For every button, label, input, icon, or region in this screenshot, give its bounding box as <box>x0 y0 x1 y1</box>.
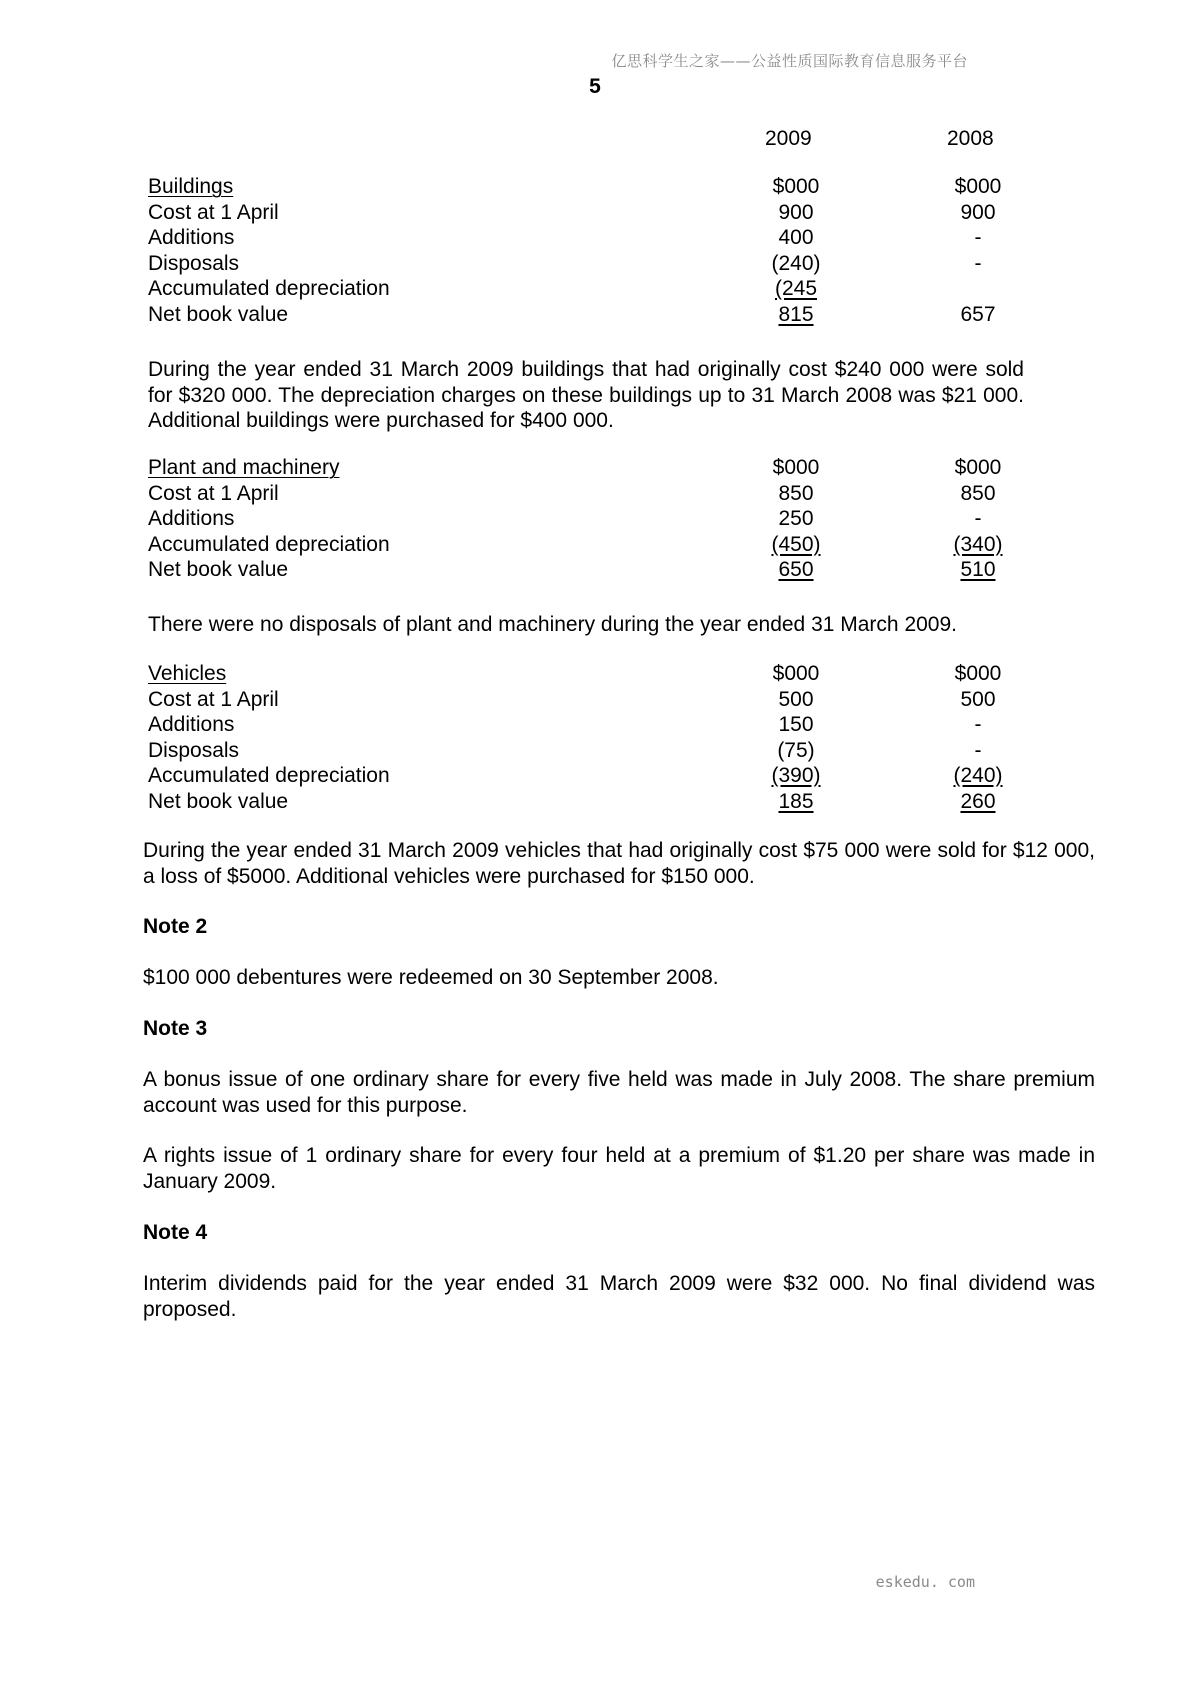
table-row <box>148 251 1008 277</box>
unit-2008: $000 <box>954 662 1002 685</box>
table-row <box>148 687 1008 713</box>
table-header-row <box>148 174 1008 200</box>
year-2008-label: 2008 <box>947 127 994 150</box>
value-2008: (340) <box>953 532 1003 556</box>
value-2009: 500 <box>778 687 814 711</box>
row-label: Accumulated depreciation <box>148 277 390 300</box>
note3-paragraph-1: A bonus issue of one ordinary share for every five held was made in July 2008. The share premium account was used for this purpose. <box>143 1068 1095 1117</box>
value-2008: - <box>974 507 982 530</box>
buildings-heading: Buildings <box>148 175 234 198</box>
value-2009: (75) <box>777 738 815 762</box>
row-label: Accumulated depreciation <box>148 532 390 556</box>
row-label: Cost at 1 April <box>148 200 279 224</box>
row-label: Additions <box>148 226 235 249</box>
unit-2008: $000 <box>954 175 1002 198</box>
row-label: Cost at 1 April <box>148 687 279 711</box>
table-row <box>148 225 1008 251</box>
buildings-table <box>148 174 1008 327</box>
value-2008: - <box>974 713 982 736</box>
value-2008: - <box>974 251 982 275</box>
value-2009: 400 <box>778 226 814 249</box>
value-2008: 900 <box>960 200 996 224</box>
buildings-note: During the year ended 31 March 2009 buildings that had originally cost $240 000 were sold for $320 000. The depreciation charges on these buildings up to 31 March 2008 was $21 000. Additional buildings were purchased for $400 000. <box>148 358 1024 432</box>
note4-text: Interim dividends paid for the year ended 31 March 2009 were $32 000. No final dividend was proposed. <box>143 1272 1095 1321</box>
table-row <box>148 276 1008 302</box>
vehicles-note: During the year ended 31 March 2009 vehicles that had originally cost $75 000 were sold for $12 000, a loss of $5000. Additional vehicles were purchased for $150 000. <box>143 839 1095 888</box>
value-2008: 260 <box>960 789 996 813</box>
table-header-row <box>148 661 1008 687</box>
row-label: Accumulated depreciation <box>148 764 390 787</box>
value-2009: (450) <box>771 532 821 556</box>
table-row <box>148 738 1008 764</box>
row-label: Disposals <box>148 251 240 275</box>
table-row <box>148 763 1008 789</box>
note2-text: $100 000 debentures were redeemed on 30 September 2008. <box>143 966 719 989</box>
row-label: Net book value <box>148 558 289 581</box>
value-2008: 850 <box>960 481 996 505</box>
table-row <box>148 532 1008 558</box>
value-2009: (390) <box>771 764 821 787</box>
value-2009: 900 <box>778 200 814 224</box>
vehicles-table <box>148 661 1008 814</box>
table-row <box>148 712 1008 738</box>
plant-note: There were no disposals of plant and machinery during the year ended 31 March 2009. <box>148 613 957 636</box>
table-row <box>148 481 1008 507</box>
row-label: Net book value <box>148 789 289 813</box>
table-row <box>148 506 1008 532</box>
header-watermark: 亿思科学生之家——公益性质国际教育信息服务平台 <box>611 52 968 70</box>
value-2009: 850 <box>778 481 814 505</box>
value-2009: (240) <box>771 251 821 275</box>
value-2009: 815 <box>778 302 814 326</box>
row-label: Disposals <box>148 738 240 762</box>
table-row <box>148 789 1008 815</box>
footer-site-watermark: eskedu. com <box>875 1573 975 1591</box>
value-2009: 150 <box>778 713 814 736</box>
value-2009: 650 <box>778 558 814 581</box>
value-2008: 657 <box>960 302 996 326</box>
note4-heading: Note 4 <box>143 1221 208 1244</box>
value-2008: - <box>974 226 982 249</box>
value-2009: (245 <box>774 277 818 300</box>
year-2009-label: 2009 <box>765 127 812 150</box>
unit-2008: $000 <box>954 456 1002 479</box>
value-2009: 185 <box>778 789 814 813</box>
value-2009: 250 <box>778 507 814 530</box>
value-2008: - <box>974 738 982 762</box>
note3-heading: Note 3 <box>143 1017 208 1040</box>
year-header-row <box>148 126 1008 152</box>
note2-heading: Note 2 <box>143 915 208 938</box>
row-label: Additions <box>148 507 235 530</box>
table-row <box>148 200 1008 226</box>
value-2008: 510 <box>960 558 996 581</box>
unit-2009: $000 <box>772 456 820 479</box>
table-row <box>148 302 1008 328</box>
unit-2009: $000 <box>772 662 820 685</box>
plant-table <box>148 455 1008 583</box>
plant-heading: Plant and machinery <box>148 456 340 479</box>
vehicles-heading: Vehicles <box>148 662 227 685</box>
table-row <box>148 557 1008 583</box>
row-label: Cost at 1 April <box>148 481 279 505</box>
page-number: 5 <box>589 75 601 98</box>
row-label: Net book value <box>148 302 289 326</box>
table-header-row <box>148 455 1008 481</box>
value-2008: 500 <box>960 687 996 711</box>
value-2008: (240) <box>953 764 1003 787</box>
unit-2009: $000 <box>772 175 820 198</box>
note3-paragraph-2: A rights issue of 1 ordinary share for every four held at a premium of $1.20 per share was made in January 2009. <box>143 1144 1095 1193</box>
row-label: Additions <box>148 713 235 736</box>
